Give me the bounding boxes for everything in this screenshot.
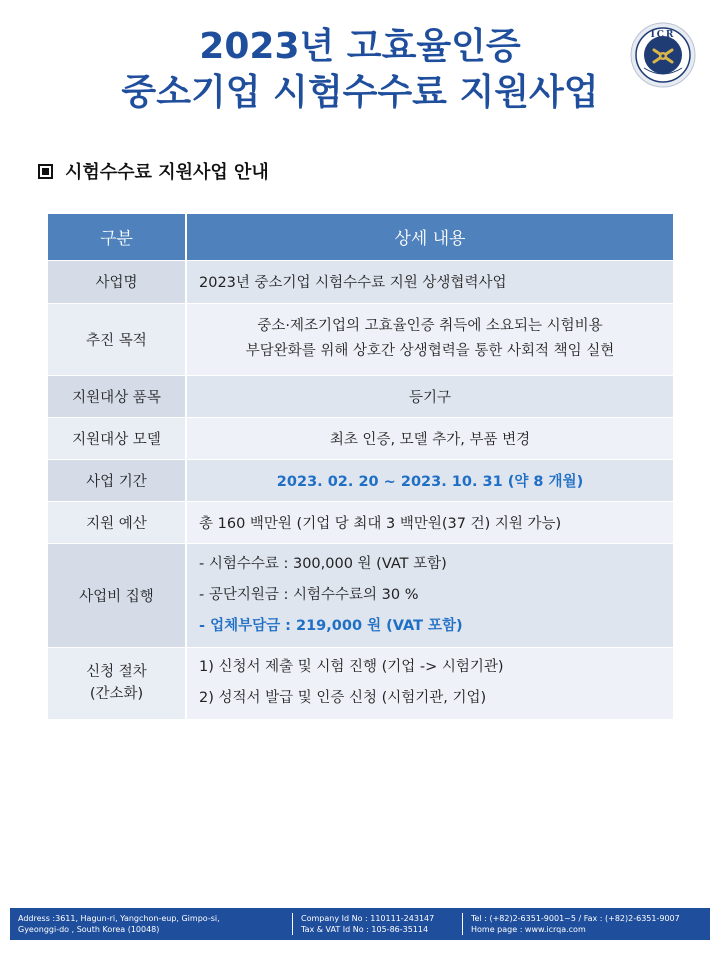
- row-purpose: [48, 303, 673, 375]
- row-value: 2023. 02. 20 ~ 2023. 10. 31 (약 8 개월): [186, 459, 673, 501]
- purpose-line-1: 중소·제조기업의 고효율인증 취득에 소요되는 시험비용: [257, 318, 603, 334]
- row-label: 사업명: [48, 260, 186, 303]
- row-period: [48, 459, 673, 501]
- footer-ids: [292, 913, 462, 935]
- row-execution: [48, 543, 673, 647]
- row-value: 2023년 중소기업 시험수수료 지원 상생협력사업: [186, 260, 673, 303]
- section-heading: [38, 158, 269, 184]
- execution-line-2: - 공단지원금 : 시험수수료의 30 %: [199, 586, 419, 603]
- procedure-label-line-1: 신청 절차: [86, 664, 147, 680]
- row-value: [186, 647, 673, 719]
- row-value: 총 160 백만원 (기업 당 최대 3 백만원(37 건) 지원 가능): [186, 501, 673, 543]
- section-heading-text: 시험수수료 지원사업 안내: [65, 162, 269, 183]
- execution-line-3: - 업체부담금 : 219,000 원 (VAT 포함): [199, 617, 463, 634]
- address-line-1: Address :3611, Hagun-ri, Yangchon-eup, Gimpo-si,: [18, 914, 220, 923]
- square-bullet-icon: [38, 164, 53, 179]
- row-label: 지원대상 모델: [48, 417, 186, 459]
- title-line-1: 2023년 고효율인증: [199, 26, 521, 67]
- company-id: Company Id No : 110111-243147: [301, 914, 435, 923]
- icr-logo-icon: [630, 22, 696, 88]
- col-header-category: 구분: [48, 214, 186, 260]
- purpose-line-2: 부담완화를 위해 상호간 상생협력을 통한 사회적 책임 실현: [245, 343, 615, 359]
- title-line-2: 중소기업 시험수수료 지원사업: [121, 72, 599, 113]
- row-target-item: [48, 375, 673, 417]
- execution-line-1: - 시험수수료 : 300,000 원 (VAT 포함): [199, 555, 447, 572]
- procedure-label-line-2: (간소화): [89, 686, 144, 702]
- row-value: [186, 303, 673, 375]
- row-label: [48, 647, 186, 719]
- row-target-model: [48, 417, 673, 459]
- footer-contact: [462, 913, 710, 935]
- row-budget: [48, 501, 673, 543]
- row-business-name: [48, 260, 673, 303]
- row-label: 사업 기간: [48, 459, 186, 501]
- svg-text:ICR: ICR: [650, 30, 676, 40]
- footer-address: [10, 913, 292, 935]
- table-header-row: [48, 214, 673, 260]
- procedure-line-1: 1) 신청서 제출 및 시험 진행 (기업 -> 시험기관): [199, 659, 504, 675]
- row-label: 지원대상 품목: [48, 375, 186, 417]
- row-procedure: [48, 647, 673, 719]
- procedure-line-2: 2) 성적서 발급 및 인증 신청 (시험기관, 기업): [199, 690, 487, 706]
- col-header-details: 상세 내용: [186, 214, 673, 260]
- tax-id: Tax & VAT Id No : 105-86-35114: [301, 925, 429, 934]
- row-label: 추진 목적: [48, 303, 186, 375]
- tel-fax: Tel : (+82)2-6351-9001~5 / Fax : (+82)2-6351-9007: [471, 914, 680, 923]
- info-table: [48, 214, 673, 720]
- row-value: 최초 인증, 모델 추가, 부품 변경: [186, 417, 673, 459]
- row-label: 지원 예산: [48, 501, 186, 543]
- row-value: 등기구: [186, 375, 673, 417]
- row-value: [186, 543, 673, 647]
- page-title: [0, 24, 720, 116]
- footer-bar: [10, 908, 710, 940]
- row-label: 사업비 집행: [48, 543, 186, 647]
- homepage: Home page : www.icrqa.com: [471, 925, 586, 934]
- address-line-2: Gyeonggi-do , South Korea (10048): [18, 925, 160, 934]
